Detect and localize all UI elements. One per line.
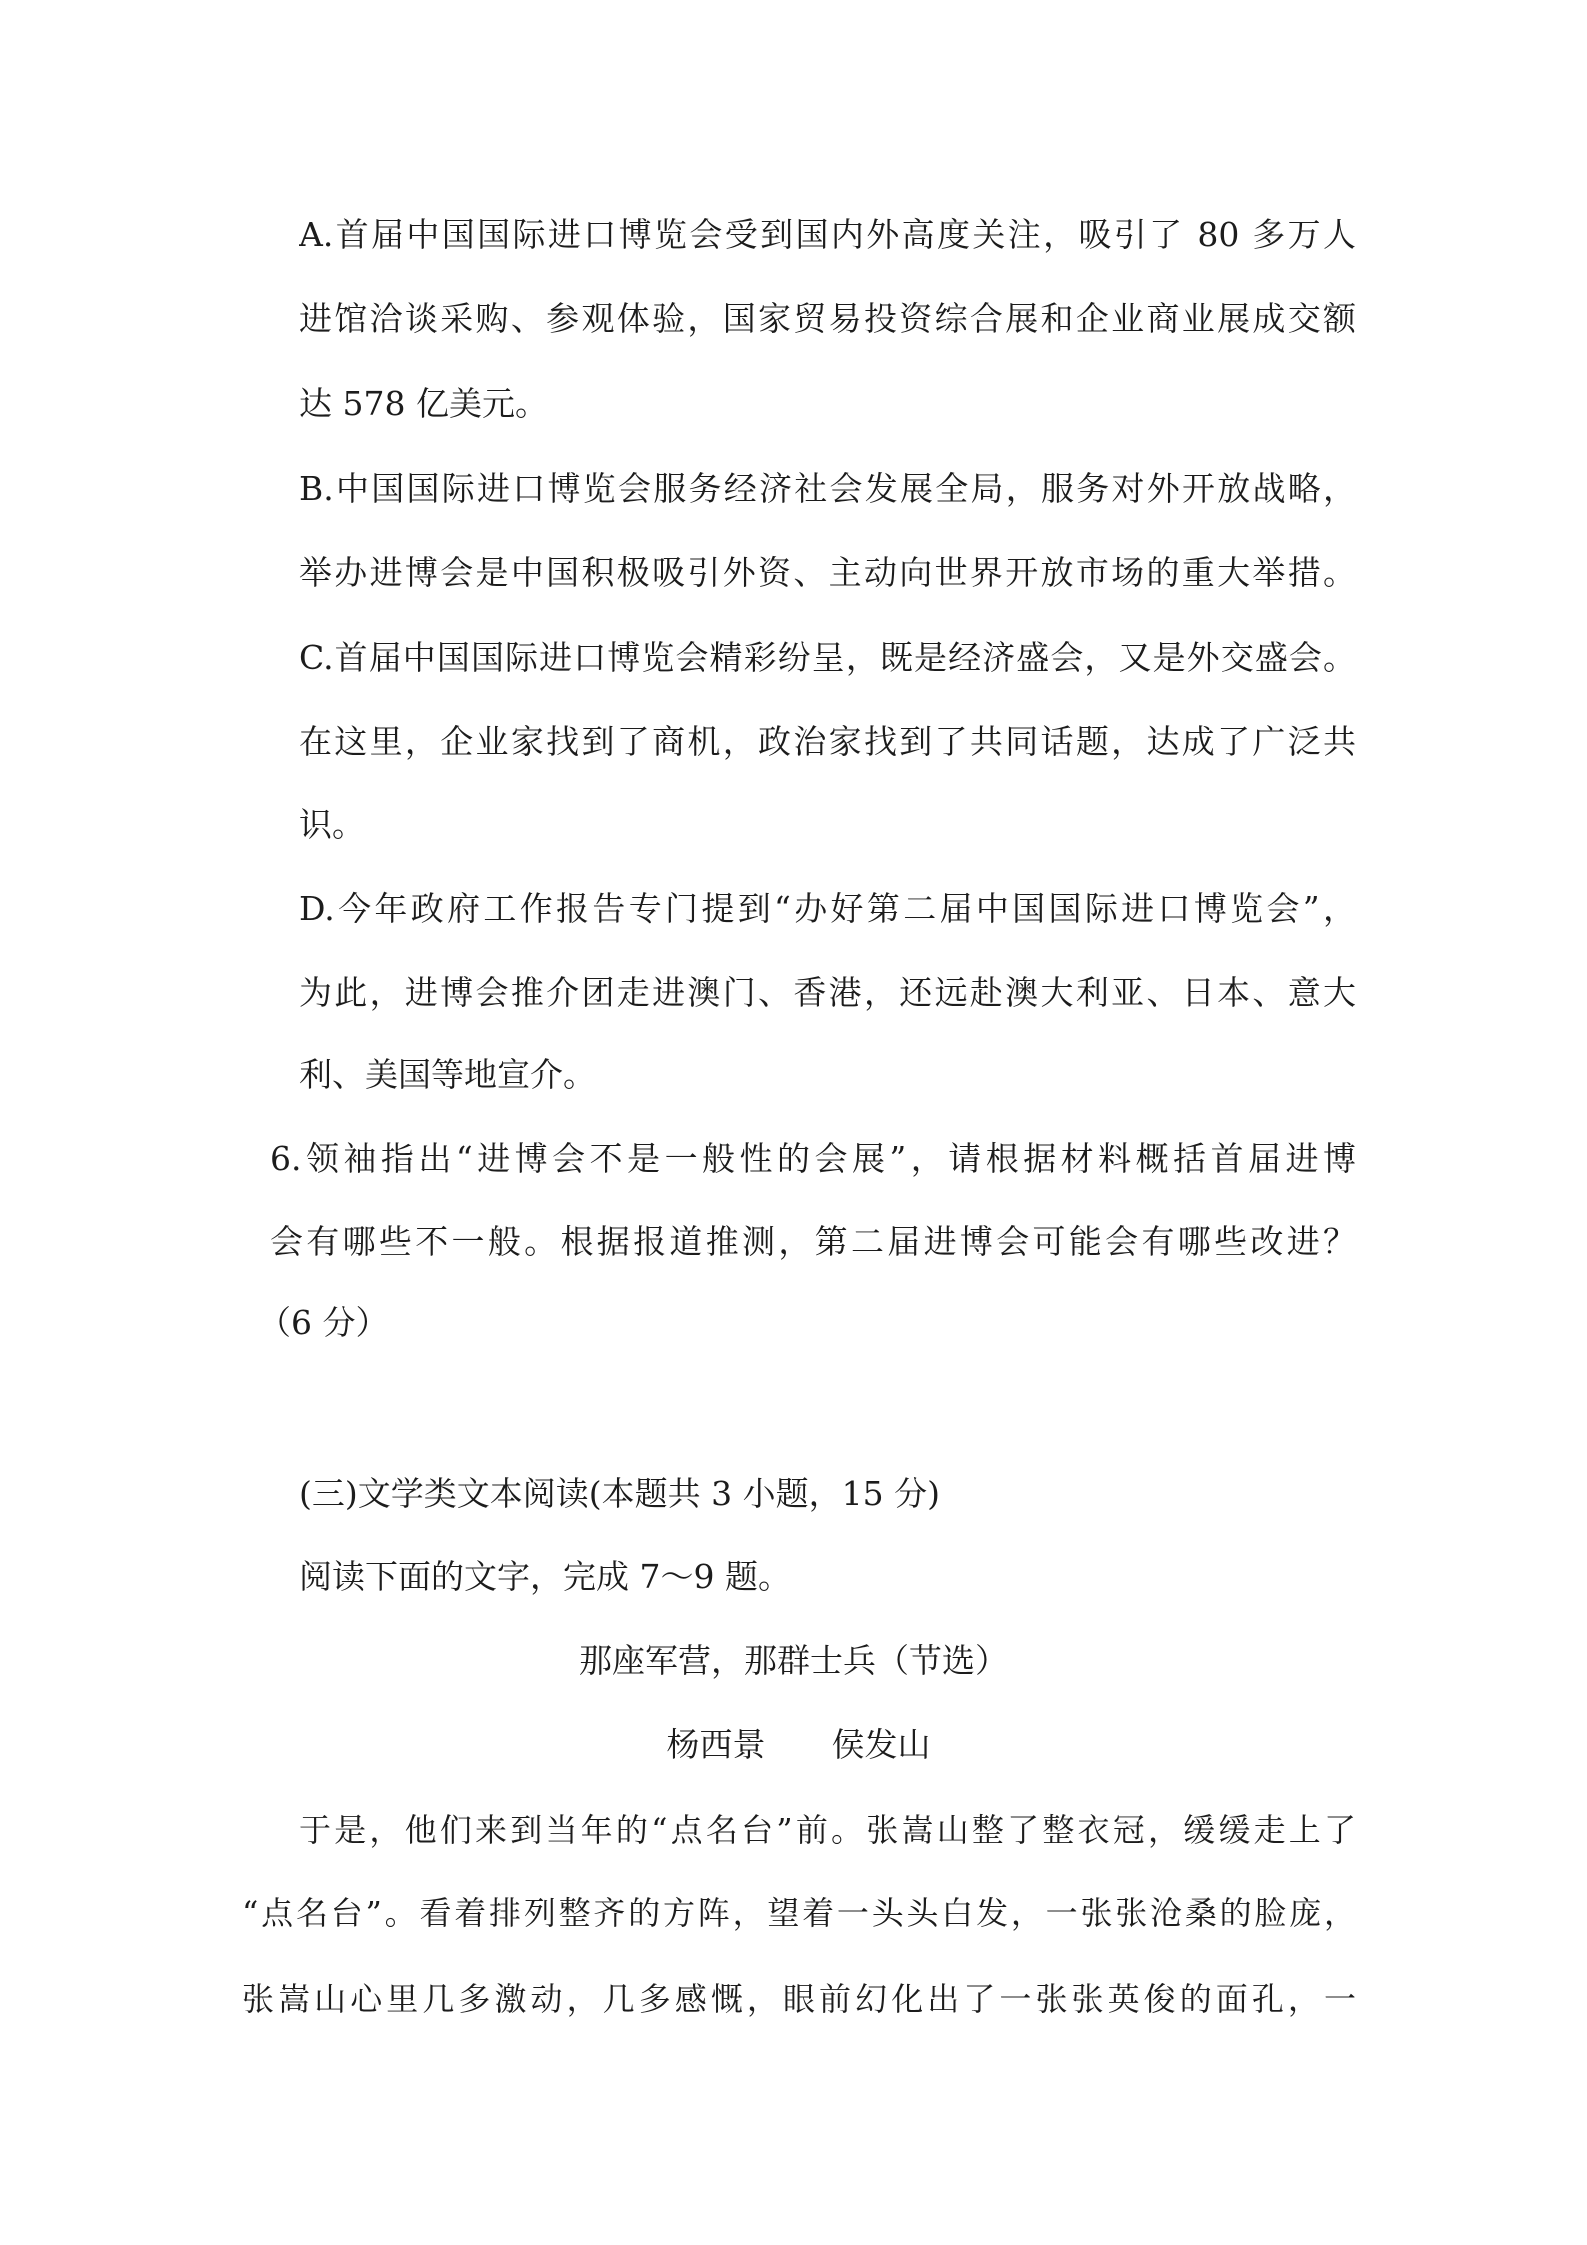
story-title: 那座军营，那群士兵（节选） [579,1641,1008,1680]
option-d-line-1: D.今年政府工作报告专门提到“办好第二届中国国际进口博览会”， [299,889,1356,928]
option-b-line-2: 举办进博会是中国积极吸引外资、主动向世界开放市场的重大举措。 [299,553,1356,592]
story-line-1: 于是，他们来到当年的“点名台”前。张嵩山整了整衣冠，缓缓走上了 [299,1811,1356,1849]
option-c-line-1: C.首届中国国际进口博览会精彩纷呈，既是经济盛会，又是外交盛会。 [299,638,1356,677]
option-c-line-2: 在这里，企业家找到了商机，政治家找到了共同话题，达成了广泛共 [299,722,1356,761]
option-d-line-3: 利、美国等地宣介。 [299,1055,596,1094]
option-a-line-3: 达 578 亿美元。 [299,384,548,423]
story-authors [10,1720,1587,1770]
story-author-1: 杨西景 [666,1725,766,1764]
section-instruction: 阅读下面的文字，完成 7～9 题。 [299,1557,791,1596]
option-b-line-1: B.中国国际进口博览会服务经济社会发展全局，服务对外开放战略， [299,469,1356,508]
question-6-score: （6 分） [258,1303,389,1342]
story-line-2: “点名台”。看着排列整齐的方阵，望着一头头白发，一张张沧桑的脸庞， [242,1894,1356,1932]
story-author-2: 侯发山 [831,1725,931,1764]
question-6-line-2: 会有哪些不一般。根据报道推测，第二届进博会可能会有哪些改进？ [270,1222,1356,1261]
option-a-line-2: 进馆洽谈采购、参观体验，国家贸易投资综合展和企业商业展成交额 [299,299,1356,338]
option-a-line-1: A.首届中国国际进口博览会受到国内外高度关注，吸引了 80 多万人 [299,215,1356,254]
option-d-line-2: 为此，进博会推介团走进澳门、香港，还远赴澳大利亚、日本、意大 [299,973,1356,1012]
question-6-line-1: 6.领袖指出“进博会不是一般性的会展”，请根据材料概括首届进博 [270,1139,1356,1178]
story-line-3: 张嵩山心里几多激动，几多感慨，眼前幻化出了一张张英俊的面孔，一 [242,1980,1356,2018]
option-c-line-3: 识。 [299,805,365,844]
section-heading: (三)文学类文本阅读(本题共 3 小题，15 分) [299,1474,940,1513]
